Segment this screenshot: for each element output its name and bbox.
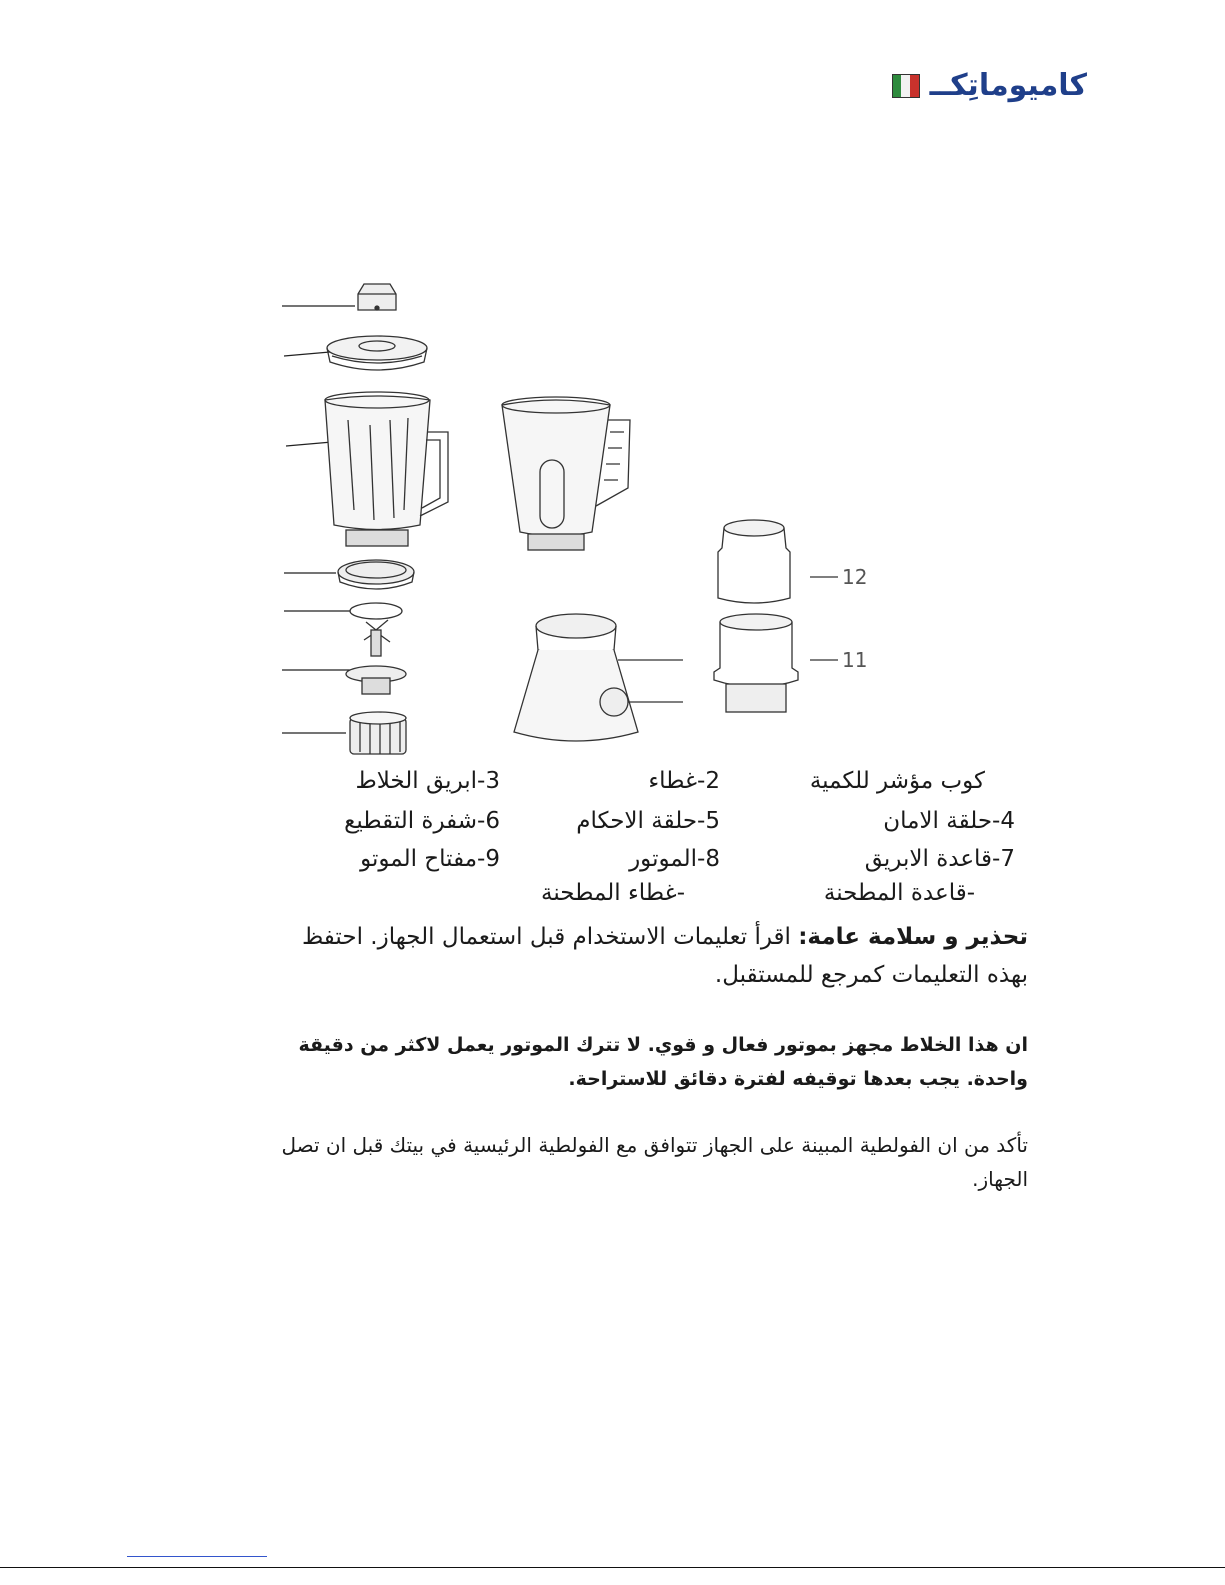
jar-base-part bbox=[350, 712, 406, 754]
blender-exploded-diagram bbox=[270, 270, 890, 765]
blade-part bbox=[346, 620, 406, 694]
flag-stripe-red bbox=[910, 75, 919, 97]
voltage-note: تأكد من ان الفولطية المبينة على الجهاز تتوافق مع الفولطية الرئيسية في بيتك قبل ان تصل الجهاز. bbox=[281, 1133, 1028, 1191]
brand-name: كاميوماتِكــ bbox=[929, 68, 1087, 103]
safety-warning-text: اقرأ تعليمات الاستخدام قبل استعمال الجهاز. احتفظ بهذه التعليمات كمرجع للمستقبل. bbox=[301, 924, 1028, 988]
jar-part bbox=[325, 392, 448, 546]
motor-base-part bbox=[514, 614, 683, 741]
safety-warning-paragraph bbox=[258, 918, 1028, 994]
part-7-label: 7-قاعدة الابريق bbox=[864, 846, 1015, 872]
part-5-label: 5-حلقة الاحكام bbox=[576, 808, 720, 834]
part-8-label: 8-الموتور bbox=[629, 846, 720, 872]
safety-ring-part bbox=[338, 560, 414, 589]
footer-rule bbox=[0, 1567, 1225, 1568]
flag-stripe-green bbox=[893, 75, 902, 97]
flag-stripe-white bbox=[901, 75, 910, 97]
footer-link-underline bbox=[127, 1556, 267, 1557]
lid-part bbox=[327, 336, 427, 370]
part-3-label: 3-ابريق الخلاط bbox=[355, 768, 500, 794]
safety-warning-heading: تحذير و سلامة عامة: bbox=[798, 924, 1028, 950]
jar-alt-view bbox=[502, 397, 630, 550]
part-9-label: 9-مفتاح الموتو bbox=[360, 846, 500, 872]
grinder-lid-part bbox=[718, 520, 838, 603]
part-6-label: 6-شفرة التقطيع bbox=[344, 808, 500, 834]
lid-cap-part bbox=[358, 284, 396, 310]
callout-11: 11 bbox=[842, 648, 868, 672]
callout-12: 12 bbox=[842, 565, 868, 589]
italian-flag-icon bbox=[892, 74, 920, 98]
grinder-lid-label: -غطاء المطحنة bbox=[540, 880, 685, 906]
part-4-label: 4-حلقة الامان bbox=[883, 808, 1015, 834]
motor-usage-note: ان هذا الخلاط مجهز بموتور فعال و قوي. لا تترك الموتور يعمل لاكثر من دقيقة واحدة. يجب بعدها توقيفه لفترة دقائق للاستراحة. bbox=[298, 1034, 1028, 1090]
grinder-cup-part bbox=[714, 614, 838, 712]
part-2-label: 2-غطاء bbox=[648, 768, 720, 794]
measuring-cup-label: كوب مؤشر للكمية bbox=[809, 768, 985, 794]
grinder-base-label: -قاعدة المطحنة bbox=[823, 880, 975, 906]
sealing-ring-part bbox=[350, 603, 402, 619]
brand-logo bbox=[892, 68, 1087, 103]
